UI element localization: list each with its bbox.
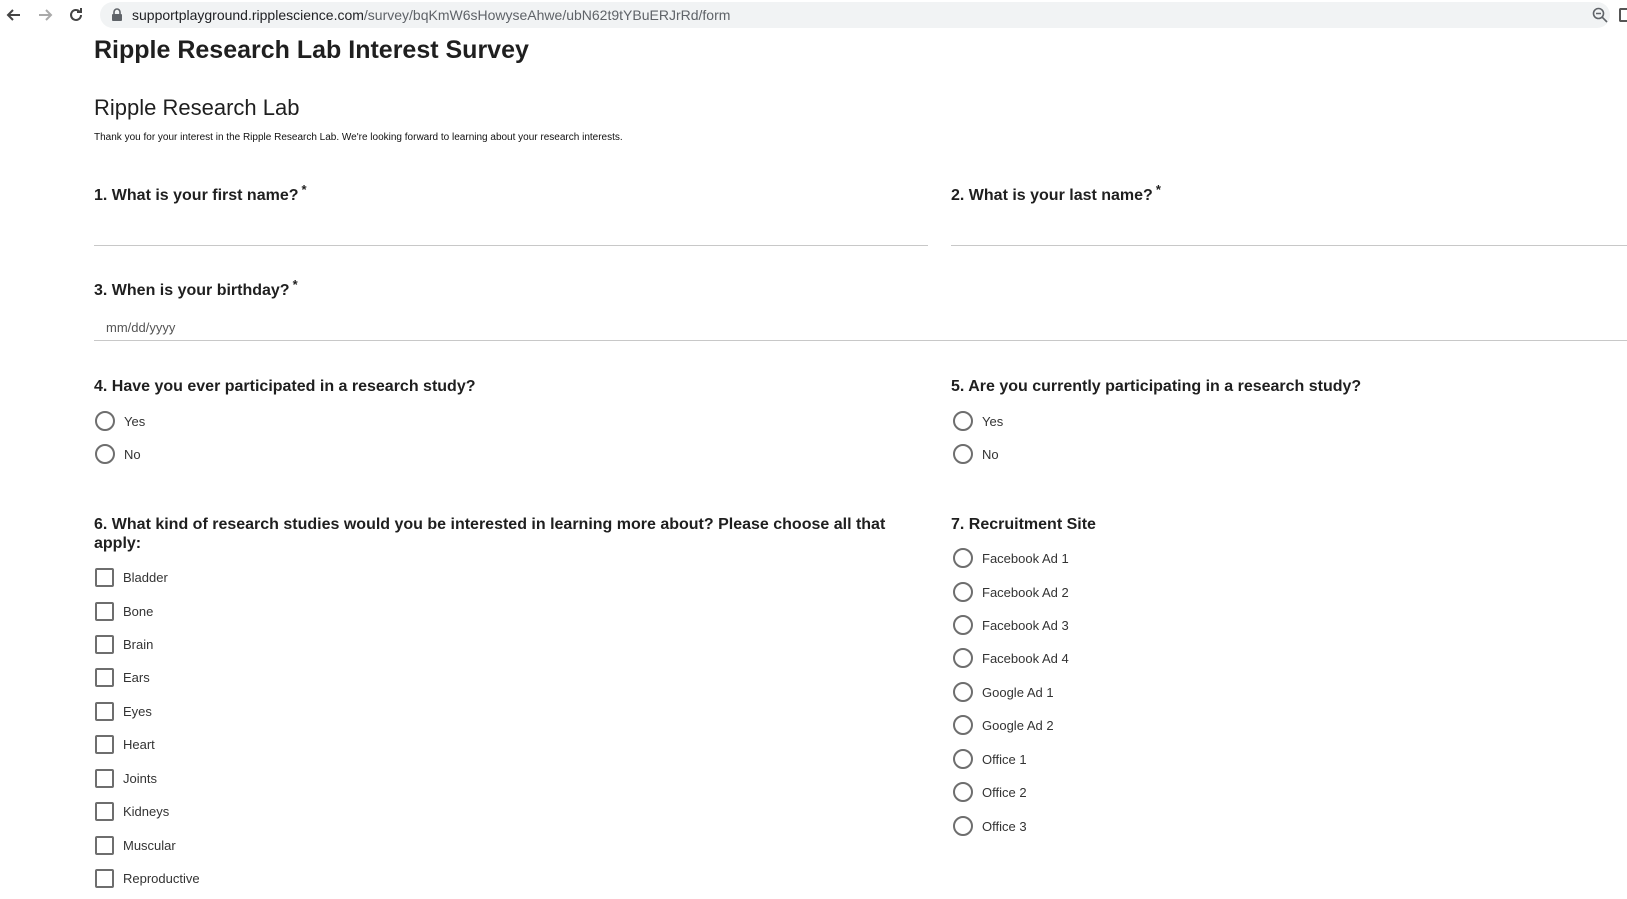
checkbox[interactable] [95,735,114,754]
q6-option-kidneys[interactable] [95,800,169,822]
required-mark: * [301,182,307,197]
required-mark: * [292,277,298,292]
option-label: Facebook Ad 4 [982,650,1069,666]
question-2-text: 2. What is your last name? [951,187,1153,204]
address-bar[interactable] [100,2,1610,28]
q7-option-facebook-ad-3[interactable] [953,614,1069,636]
birthday-underline [94,340,1627,341]
checkbox[interactable] [95,769,114,788]
option-label: Yes [982,413,1004,429]
checkbox[interactable] [95,702,114,721]
q5-option-no[interactable] [953,443,999,465]
radio-button[interactable] [953,615,973,635]
option-label: Facebook Ad 2 [982,584,1069,600]
checkbox[interactable] [95,668,114,687]
q6-option-ears[interactable] [95,666,150,688]
q6-option-muscular[interactable] [95,834,176,856]
intro-text: Thank you for your interest in the Ripple Research Lab. We're looking forward to learning about your research interests. [94,132,623,143]
url-path: /survey/bqKmW6sHowyseAhwe/ubN62t9tYBuERJrRd/form [363,7,731,23]
option-label: Facebook Ad 1 [982,550,1069,566]
checkbox[interactable] [95,635,114,654]
q7-option-facebook-ad-4[interactable] [953,647,1069,669]
question-2-label [951,182,1161,205]
radio-button[interactable] [95,411,115,431]
question-5-label: 5. Are you currently participating in a research study? [951,378,1362,395]
q7-option-google-ad-2[interactable] [953,714,1054,736]
radio-button[interactable] [953,582,973,602]
q7-option-google-ad-1[interactable] [953,681,1054,703]
q4-option-no[interactable] [95,443,141,465]
option-label: Bone [123,603,154,619]
radio-button[interactable] [953,548,973,568]
q6-option-heart[interactable] [95,733,155,755]
radio-button[interactable] [953,749,973,769]
option-label: Eyes [123,703,152,719]
browser-toolbar [0,0,1627,30]
q7-option-office-3[interactable] [953,815,1027,837]
q7-option-office-2[interactable] [953,781,1027,803]
checkbox[interactable] [95,869,114,888]
q6-option-bladder[interactable] [95,566,168,588]
option-label: Joints [123,770,157,786]
radio-button[interactable] [953,444,973,464]
option-label: Facebook Ad 3 [982,617,1069,633]
question-3-text: 3. When is your birthday? [94,282,290,299]
radio-button[interactable] [953,782,973,802]
question-6-line-2: apply: [94,535,142,552]
question-6-line-1: 6. What kind of research studies would you be interested in learning more about? Please choose all that [94,516,886,533]
checkbox[interactable] [95,802,114,821]
question-3-label [94,277,298,300]
checkbox[interactable] [95,602,114,621]
option-label: No [124,446,141,462]
reload-icon[interactable] [65,4,87,26]
q6-option-joints[interactable] [95,767,157,789]
extension-icon[interactable] [1619,8,1627,22]
last-name-input[interactable] [951,210,1627,244]
radio-button[interactable] [953,682,973,702]
question-1-label [94,182,307,205]
q6-option-eyes[interactable] [95,700,152,722]
checkbox[interactable] [95,568,114,587]
option-label: Google Ad 2 [982,717,1054,733]
q6-option-brain[interactable] [95,633,153,655]
option-label: Google Ad 1 [982,684,1054,700]
q6-option-reproductive[interactable] [95,867,200,889]
url-text [132,7,730,23]
option-label: Kidneys [123,803,170,819]
option-label: Brain [123,636,154,652]
q7-option-facebook-ad-2[interactable] [953,581,1069,603]
page-title: Ripple Research Lab Interest Survey [94,36,529,64]
lab-title: Ripple Research Lab [94,95,300,120]
q5-option-yes[interactable] [953,410,1003,432]
question-1-text: 1. What is your first name? [94,187,299,204]
option-label: Office 3 [982,818,1027,834]
question-4-label: 4. Have you ever participated in a research study? [94,378,476,395]
birthday-input[interactable] [106,316,1606,338]
last-name-underline [951,245,1627,246]
radio-button[interactable] [953,816,973,836]
q6-option-bone[interactable] [95,600,153,622]
option-label: Heart [123,736,155,752]
radio-button[interactable] [95,444,115,464]
option-label: Bladder [123,569,168,585]
url-host: supportplayground.ripplescience.com [132,7,364,23]
q7-option-office-1[interactable] [953,748,1027,770]
option-label: Office 2 [982,784,1027,800]
option-label: Ears [123,669,150,685]
lock-icon [110,8,124,22]
q4-option-yes[interactable] [95,410,145,432]
radio-button[interactable] [953,648,973,668]
required-mark: * [1155,182,1161,197]
forward-arrow-icon[interactable] [34,4,56,26]
checkbox[interactable] [95,836,114,855]
q7-option-facebook-ad-1[interactable] [953,547,1069,569]
option-label: Muscular [123,837,176,853]
option-label: Office 1 [982,751,1027,767]
radio-button[interactable] [953,411,973,431]
back-arrow-icon[interactable] [3,4,25,26]
first-name-underline [94,245,928,246]
option-label: No [982,446,999,462]
question-7-label: 7. Recruitment Site [951,516,1096,533]
first-name-input[interactable] [94,210,928,244]
question-6-label [94,515,914,553]
radio-button[interactable] [953,715,973,735]
option-label: Yes [124,413,146,429]
zoom-out-icon[interactable] [1592,7,1608,23]
option-label: Reproductive [123,870,200,886]
